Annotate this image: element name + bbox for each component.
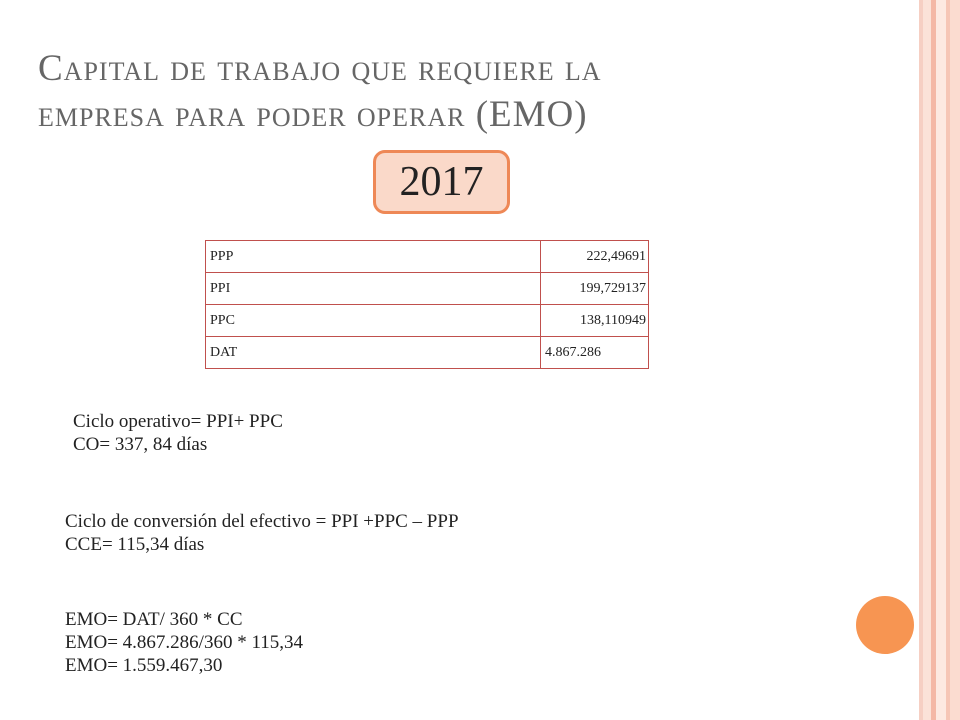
year-badge: 2017	[373, 150, 510, 214]
emo-block	[65, 608, 303, 677]
stripe	[950, 0, 960, 720]
row-label: DAT	[206, 337, 541, 369]
formula-line: Ciclo de conversión del efectivo = PPI +PPC – PPP	[65, 511, 459, 532]
formula-line: Ciclo operativo= PPI+ PPC	[73, 411, 283, 432]
table-row	[206, 273, 649, 305]
row-value: 199,729137	[541, 273, 649, 305]
formula-line: EMO= DAT/ 360 * CC	[65, 609, 243, 630]
result-line: CCE= 115,34 días	[65, 534, 205, 555]
table-row	[206, 241, 649, 273]
result-line: EMO= 1.559.467,30	[65, 655, 223, 676]
table-row	[206, 337, 649, 369]
decorative-circle	[856, 596, 914, 654]
right-decorative-stripes	[919, 0, 960, 720]
row-value: 4.867.286	[541, 337, 649, 369]
slide-title	[38, 46, 778, 138]
cash-conversion-block	[65, 510, 459, 556]
row-label: PPP	[206, 241, 541, 273]
calculation-line: EMO= 4.867.286/360 * 115,34	[65, 632, 304, 653]
title-line-1: Capital de trabajo que requiere la	[38, 48, 602, 89]
table-row	[206, 305, 649, 337]
operating-cycle-block	[73, 410, 283, 456]
metrics-table	[205, 240, 649, 369]
row-value: 222,49691	[541, 241, 649, 273]
title-line-2: empresa para poder operar (EMO)	[38, 94, 588, 135]
row-label: PPC	[206, 305, 541, 337]
row-label: PPI	[206, 273, 541, 305]
stripe	[936, 0, 946, 720]
row-value: 138,110949	[541, 305, 649, 337]
result-line: CO= 337, 84 días	[73, 434, 208, 455]
stripe	[923, 0, 931, 720]
